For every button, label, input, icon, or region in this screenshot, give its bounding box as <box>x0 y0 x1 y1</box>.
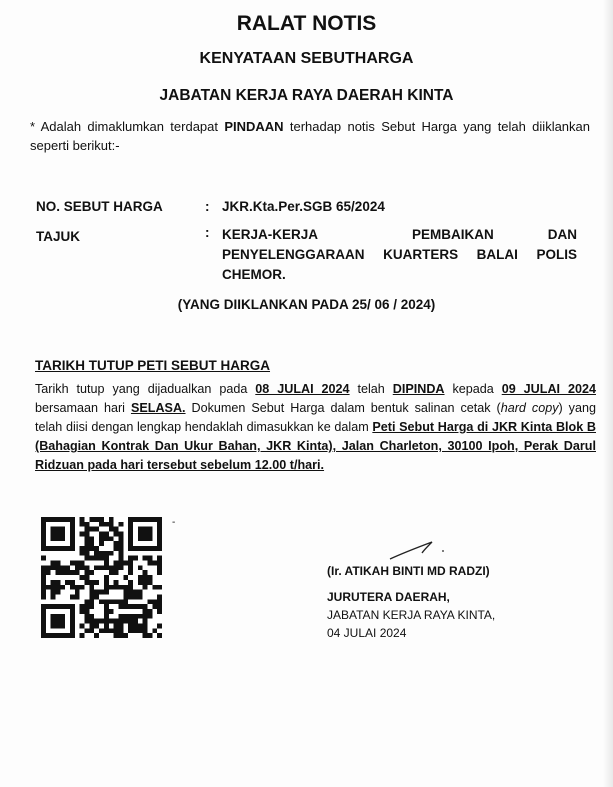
title-label: TAJUK <box>36 229 81 244</box>
intro-paragraph: * Adalah dimaklumkan terdapat PINDAAN terhadap notis Sebut Harga yang telah diiklankan seperti berikut:- <box>30 119 590 153</box>
closing-date-heading: TARIKH TUTUP PETI SEBUT HARGA <box>35 358 271 373</box>
signatory-department: JABATAN KERJA RAYA KINTA, <box>327 608 496 622</box>
quotation-number-label: NO. SEBUT HARGA <box>36 199 163 214</box>
advertised-date: (YANG DIIKLANKAN PADA 25/ 06 / 2024) <box>177 297 436 312</box>
department-heading: JABATAN KERJA RAYA DAERAH KINTA <box>159 87 454 104</box>
notice-title: RALAT NOTIS <box>236 12 377 35</box>
quotation-number-colon: : <box>205 199 210 214</box>
qr-mark: - <box>172 517 176 528</box>
notice-subtitle: KENYATAAN SEBUTHARGA <box>199 50 414 67</box>
title-colon: : <box>205 225 210 240</box>
page-edge-shadow <box>603 0 613 787</box>
qr-code-icon <box>40 517 163 638</box>
title-value: KERJA-KERJA PEMBAIKAN DAN PENYELENGGARAAN KUARTERS BALAI POLIS CHEMOR. <box>222 227 577 282</box>
closing-date-paragraph: Tarikh tutup yang dijadualkan pada 08 JULAI 2024 telah DIPINDA kepada 09 JULAI 2024 bersamaan hari SELASA. Dokumen Sebut Harga dalam bentuk salinan cetak (hard copy) yang telah diisi dengan lengkap hendaklah dimasukkan ke dalam Peti Sebut Harga di JKR Kinta Blok B (Bahagian Kontrak Dan Ukur Bahan, JKR Kinta), Jalan Charleton, 30100 Ipoh, Perak Darul Ridzuan pada hari tersebut sebelum 12.00 t/hari. <box>35 382 596 472</box>
signatory-name: (Ir. ATIKAH BINTI MD RADZI) <box>327 564 490 578</box>
quotation-number-value: JKR.Kta.Per.SGB 65/2024 <box>222 199 385 214</box>
signature-icon <box>388 537 448 565</box>
signatory-position: JURUTERA DAERAH, <box>327 590 450 604</box>
signatory-date: 04 JULAI 2024 <box>327 626 407 640</box>
amendment-word: PINDAAN <box>224 119 284 134</box>
